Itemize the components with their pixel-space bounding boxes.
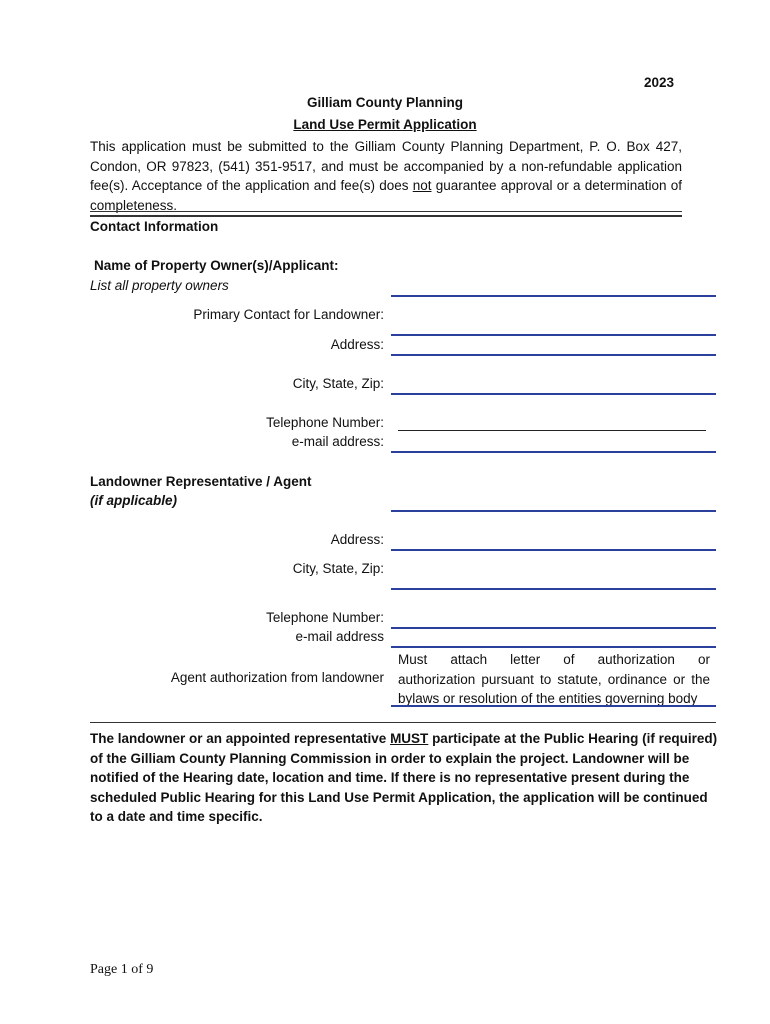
agent-email-label: e-mail address <box>295 629 384 644</box>
intro-emphasis: not <box>412 178 432 193</box>
section-divider <box>90 211 682 217</box>
warning-text-after: participate at the Public Hearing (if required) of the Gilliam County Planning Commission in order to explain the project. Landowner will be notified of the Hearing date, location and time. If there is no representative present during the scheduled Public Hearing for this Land Use Permit Application, the application will be continued to a date and time specific. <box>90 731 718 824</box>
form-year: 2023 <box>643 75 674 90</box>
agent-section-heading: Landowner Representative / Agent <box>90 474 312 489</box>
warning-text-before: The landowner or an appointed representative <box>90 731 391 746</box>
agent-address-label: Address: <box>330 532 384 547</box>
form-title: Land Use Permit Application <box>293 117 477 132</box>
agent-authorization-field[interactable] <box>391 705 716 707</box>
owner-email-label: e-mail address: <box>291 434 384 449</box>
owner-telephone-label: Telephone Number: <box>266 415 384 430</box>
owner-name-hint: List all property owners <box>90 278 229 293</box>
contact-section-heading: Contact Information <box>90 219 219 234</box>
agent-name-field[interactable] <box>391 510 716 512</box>
owner-email-field[interactable] <box>391 451 716 453</box>
primary-contact-field[interactable] <box>391 334 716 336</box>
intro-text-before: This application must be submitted to the Gilliam County Planning Department, P. O. Box 427, Condon, OR 97823, (541) 351-9517, and must be accompanied by a non-refundable application fee(s). Acceptance of the application and fee(s) does <box>90 139 682 193</box>
agent-authorization-label: Agent authorization from landowner <box>170 670 384 685</box>
agent-address-field[interactable] <box>391 549 716 551</box>
intro-paragraph <box>90 137 682 215</box>
agent-authorization-note-rest: authorization pursuant to statute, ordinance or the bylaws or resolution of the entities governing body <box>398 671 710 706</box>
primary-contact-label: Primary Contact for Landowner: <box>193 307 384 322</box>
agent-city-field[interactable] <box>391 588 716 590</box>
agent-telephone-field[interactable] <box>391 627 716 629</box>
warning-emphasis: MUST <box>390 731 429 746</box>
owner-name-field[interactable] <box>391 295 716 297</box>
agent-email-field[interactable] <box>391 646 716 648</box>
agent-telephone-label: Telephone Number: <box>266 610 384 625</box>
owner-address-field[interactable] <box>391 354 716 356</box>
owner-telephone-field[interactable] <box>398 430 706 431</box>
owner-address-label: Address: <box>330 337 384 352</box>
warning-divider <box>90 722 716 723</box>
organization-title: Gilliam County Planning <box>306 95 463 110</box>
page-number: Page 1 of 9 <box>90 962 154 977</box>
owner-name-label: Name of Property Owner(s)/Applicant: <box>94 258 339 273</box>
agent-section-hint: (if applicable) <box>90 493 178 508</box>
public-hearing-warning <box>90 729 722 827</box>
agent-authorization-note <box>398 650 710 709</box>
owner-city-field[interactable] <box>391 393 716 395</box>
intro-text-after: guarantee approval or a determination of completeness. <box>90 178 682 213</box>
agent-authorization-note-line1: Must attach letter of authorization or <box>398 652 710 667</box>
agent-city-label: City, State, Zip: <box>292 561 384 576</box>
owner-city-label: City, State, Zip: <box>292 376 384 391</box>
